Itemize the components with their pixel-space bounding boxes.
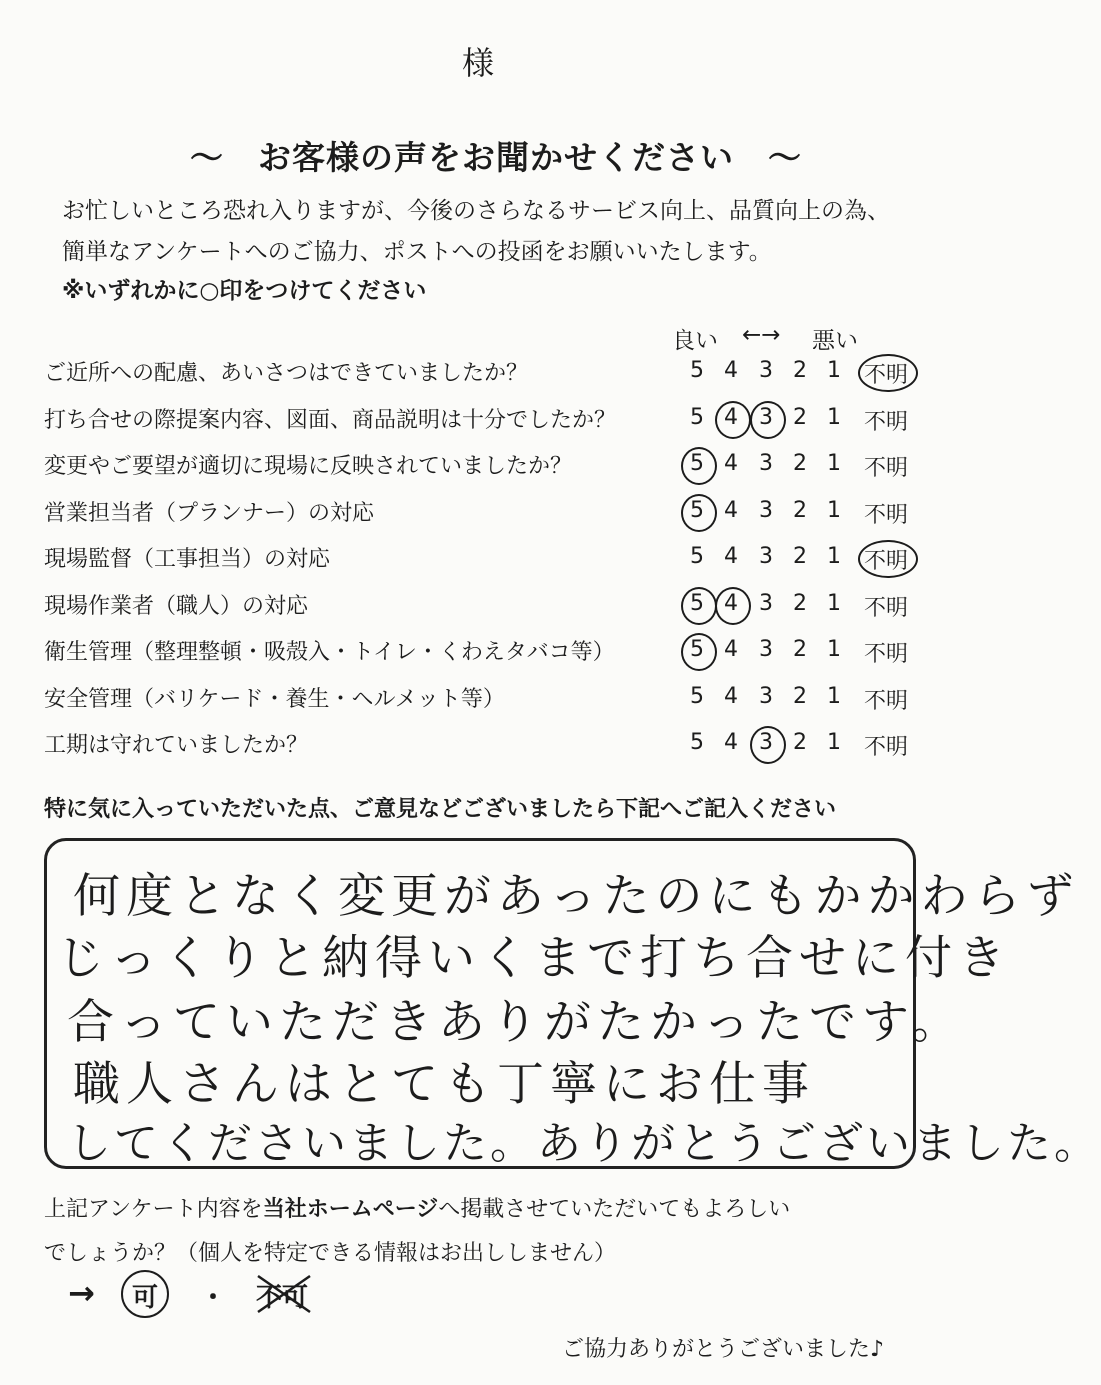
permit-separator: ・ bbox=[200, 1283, 227, 1313]
rating-option[interactable]: 1 bbox=[827, 404, 841, 430]
intro-line-2: 簡単なアンケートへのご協力、ポストへの投函をお願いいたします。 bbox=[62, 239, 772, 265]
selected-circle-mark bbox=[681, 494, 717, 532]
rating-option[interactable]: 3 bbox=[759, 683, 773, 709]
rating-option[interactable]: 1 bbox=[827, 451, 841, 476]
rating-option[interactable]: 3 bbox=[759, 590, 773, 616]
selected-circle-mark bbox=[858, 540, 918, 578]
rating-option[interactable]: 5 bbox=[690, 544, 704, 569]
rating-option[interactable]: 3 bbox=[759, 404, 773, 430]
rating-option[interactable]: 4 bbox=[724, 683, 738, 709]
rating-option[interactable]: 3 bbox=[759, 358, 773, 383]
arrow-icon: → bbox=[68, 1274, 95, 1312]
survey-title: 〜 お客様の声をお聞かせください 〜 bbox=[190, 138, 802, 177]
rating-option[interactable]: 4 bbox=[724, 404, 738, 430]
selected-circle-mark bbox=[715, 587, 751, 625]
selected-circle-mark bbox=[750, 401, 786, 439]
rating-option[interactable]: 5 bbox=[690, 358, 704, 383]
rating-option[interactable]: 5 bbox=[690, 683, 704, 709]
consent-question-line-2: でしょうか？（個人を特定できる情報はお出ししません） bbox=[44, 1241, 617, 1266]
comment-line: 何度となく変更があったのにもかかわらず bbox=[73, 869, 1080, 924]
rating-option[interactable]: 2 bbox=[793, 730, 807, 755]
rating-option[interactable]: 1 bbox=[827, 637, 841, 662]
scale-bad-label: 悪い bbox=[812, 328, 858, 354]
rating-option[interactable]: 4 bbox=[724, 730, 738, 755]
rating-option[interactable]: 5 bbox=[690, 451, 704, 476]
rating-option[interactable]: 2 bbox=[793, 683, 807, 709]
scale-arrow: ←→ bbox=[742, 322, 781, 348]
question-text: 営業担当者（プランナー）の対応 bbox=[44, 500, 375, 526]
rating-option[interactable]: 2 bbox=[793, 497, 807, 523]
rating-option[interactable]: 1 bbox=[827, 497, 841, 523]
cross-out-mark bbox=[254, 1272, 314, 1316]
rating-option[interactable]: 5 bbox=[690, 590, 704, 616]
permit-no-option[interactable]: 不可 bbox=[256, 1283, 309, 1313]
rating-option[interactable]: 4 bbox=[724, 358, 738, 383]
question-text: 安全管理（バリケード・養生・ヘルメット等） bbox=[44, 686, 505, 712]
rating-option[interactable]: 3 bbox=[759, 451, 773, 476]
rating-option[interactable]: 3 bbox=[759, 637, 773, 662]
customer-name-suffix: 様 bbox=[462, 44, 495, 82]
question-text: 現場監督（工事担当）の対応 bbox=[44, 547, 331, 572]
question-text: 工期は守れていましたか？ bbox=[44, 733, 309, 758]
rating-option[interactable]: 不明 bbox=[863, 595, 908, 621]
comment-line: してくださいました。ありがとうございました。 bbox=[67, 1118, 1101, 1169]
comments-heading: 特に気に入っていただいた点、ご意見などございましたら下記へご記入ください bbox=[44, 797, 837, 822]
comment-box bbox=[44, 838, 1101, 1169]
rating-option[interactable]: 1 bbox=[827, 544, 841, 569]
question-text: 打ち合せの際提案内容、図面、商品説明は十分でしたか？ bbox=[44, 407, 617, 433]
rating-option[interactable]: 1 bbox=[827, 683, 841, 709]
rating-option[interactable]: 不明 bbox=[863, 642, 908, 667]
rating-option[interactable]: 2 bbox=[793, 637, 807, 662]
rating-option[interactable]: 5 bbox=[690, 404, 704, 430]
rating-option[interactable]: 3 bbox=[759, 730, 773, 755]
rating-option[interactable]: 2 bbox=[793, 544, 807, 569]
rating-option[interactable]: 不明 bbox=[863, 409, 908, 435]
rating-option[interactable]: 5 bbox=[690, 730, 704, 755]
instruction-note: ※いずれかに○印をつけてください bbox=[62, 278, 427, 304]
rating-option[interactable]: 不明 bbox=[863, 549, 908, 574]
rating-option[interactable]: 2 bbox=[793, 404, 807, 430]
rating-option[interactable]: 不明 bbox=[863, 735, 908, 760]
question-text: 現場作業者（職人）の対応 bbox=[44, 593, 309, 619]
selected-circle-mark bbox=[750, 726, 786, 764]
question-text: ご近所への配慮、あいさつはできていましたか？ bbox=[44, 361, 529, 386]
comment-line: 合っていただきありがたかったです。 bbox=[67, 995, 965, 1050]
rating-option[interactable]: 2 bbox=[793, 358, 807, 383]
rating-option[interactable]: 1 bbox=[827, 590, 841, 616]
rating-option[interactable]: 2 bbox=[793, 451, 807, 476]
permit-yes-option[interactable]: 可 bbox=[132, 1283, 159, 1313]
selected-circle-mark bbox=[681, 447, 717, 485]
selected-circle-mark bbox=[715, 401, 751, 439]
selected-circle-mark bbox=[858, 354, 918, 392]
selected-circle-mark bbox=[681, 587, 717, 625]
comment-line: 職人さんはとても丁寧にお仕事 bbox=[73, 1057, 815, 1112]
intro-line-1: お忙しいところ恐れ入りますが、今後のさらなるサービス向上、品質向上の為、 bbox=[62, 198, 890, 224]
rating-option[interactable]: 不明 bbox=[863, 456, 908, 481]
question-text: 変更やご要望が適切に現場に反映されていましたか？ bbox=[44, 454, 573, 479]
comment-line: じっくりと納得いくまで打ち合せに付き bbox=[57, 931, 1011, 986]
rating-option[interactable]: 4 bbox=[724, 637, 738, 662]
rating-option[interactable]: 不明 bbox=[863, 688, 908, 714]
question-text: 衛生管理（整理整頓・吸殻入・トイレ・くわえタバコ等） bbox=[44, 640, 615, 665]
rating-option[interactable]: 4 bbox=[724, 544, 738, 569]
rating-option[interactable]: 5 bbox=[690, 497, 704, 523]
rating-option[interactable]: 不明 bbox=[863, 502, 908, 528]
selected-circle-mark bbox=[121, 1270, 169, 1318]
rating-option[interactable]: 1 bbox=[827, 730, 841, 755]
thank-you-message: ご協力ありがとうございました♪ bbox=[562, 1337, 885, 1362]
rating-option[interactable]: 不明 bbox=[863, 363, 908, 388]
rating-option[interactable]: 1 bbox=[827, 358, 841, 383]
rating-option[interactable]: 2 bbox=[793, 590, 807, 616]
rating-option[interactable]: 4 bbox=[724, 497, 738, 523]
rating-option[interactable]: 4 bbox=[724, 590, 738, 616]
selected-circle-mark bbox=[681, 633, 717, 671]
consent-question-line-1: 上記アンケート内容を当社ホームページへ掲載させていただいてもよろしい bbox=[44, 1197, 791, 1222]
rating-option[interactable]: 4 bbox=[724, 451, 738, 476]
scale-good-label: 良い bbox=[672, 328, 718, 354]
rating-option[interactable]: 3 bbox=[759, 544, 773, 569]
rating-option[interactable]: 5 bbox=[690, 637, 704, 662]
rating-option[interactable]: 3 bbox=[759, 497, 773, 523]
